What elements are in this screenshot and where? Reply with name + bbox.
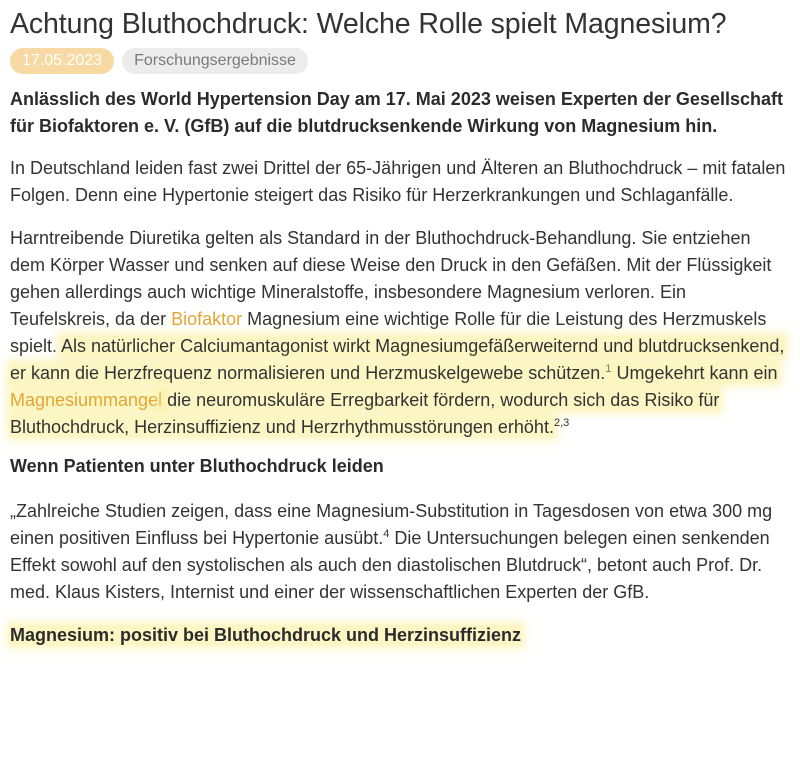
article-lead: Anlässlich des World Hypertension Day am 17. Mai 2023 weisen Experten der Gesellschaft für Biofaktoren e. V. (GfB) auf die blutdrucksenkende Wirkung von Magnesium hin.: [10, 89, 783, 136]
section-heading-magnesium-text: Magnesium: positiv bei Bluthochdruck und Herzinsuffizienz: [10, 625, 522, 645]
footnote-1[interactable]: 1: [605, 363, 612, 375]
highlight-mangel-prefix: Umgekehrt kann ein: [611, 363, 778, 383]
paragraph-2-text-2: Magnesium eine wichtige Rolle für die Leistung des Herzmuskels spielt.: [10, 309, 767, 356]
paragraph-2-text-1: Harntreibende Diuretika gelten als Standard in der Bluthochdruck-Behandlung. Sie entziehen dem Körper Wasser und senken auf diese Weise den Druck in den Gefäßen. Mit der Flüssigkeit gehen allerdings auch wichtige Mineralstoffe, insbesondere Magnesium verloren. Ein Teufelskreis, da der: [10, 228, 772, 329]
paragraph-2: [10, 225, 790, 441]
magnesiummangel-link[interactable]: Magnesiummangel: [10, 390, 163, 410]
section-heading-patients: Wenn Patienten unter Bluthochdruck leiden: [10, 456, 384, 476]
paragraph-1: In Deutschland leiden fast zwei Drittel der 65-Jährigen und Älteren an Bluthochdruck – mit fatalen Folgen. Denn eine Hypertonie steigert das Risiko für Herzerkrankungen und Schlaganfälle.: [10, 158, 786, 205]
biofaktor-link[interactable]: Biofaktor: [171, 309, 243, 329]
date-badge: 17.05.2023: [10, 48, 114, 74]
highlight-mangel-text: die neuromuskuläre Erregbarkeit fördern, wodurch sich das Risiko für Bluthochdruck, Herzinsuffizienz und Herzrhythmusstörungen erhöht.: [10, 390, 720, 437]
article-meta: [10, 48, 790, 74]
section-heading-magnesium: [10, 622, 790, 649]
paragraph-3-text-1: „Zahlreiche Studien zeigen, dass eine Magnesium-Substitution in Tagesdosen von etwa 300 mg einen positiven Einfluss bei Hypertonie ausübt.: [10, 501, 773, 548]
paragraph-3: [10, 498, 790, 606]
footnote-4[interactable]: 4: [383, 528, 390, 540]
footnote-2-3[interactable]: 2,3: [553, 417, 570, 429]
category-tag[interactable]: Forschungsergebnisse: [122, 48, 308, 74]
highlight-calcium: Als natürlicher Calciumantagonist wirkt Magnesiumgefäßerweiternd und blutdrucksenkend, er kann die Herzfrequenz normalisieren und Herzmuskelgewebe schützen.: [10, 336, 785, 383]
paragraph-3-text-2: Die Untersuchungen belegen einen senkenden Effekt sowohl auf den systolischen als auch den diastolischen Blutdruck“, betont auch Prof. Dr. med. Klaus Kisters, Internist und einer der wissenschaftlichen Experten der GfB.: [10, 528, 770, 602]
article-title: Achtung Bluthochdruck: Welche Rolle spielt Magnesium?: [10, 8, 727, 40]
